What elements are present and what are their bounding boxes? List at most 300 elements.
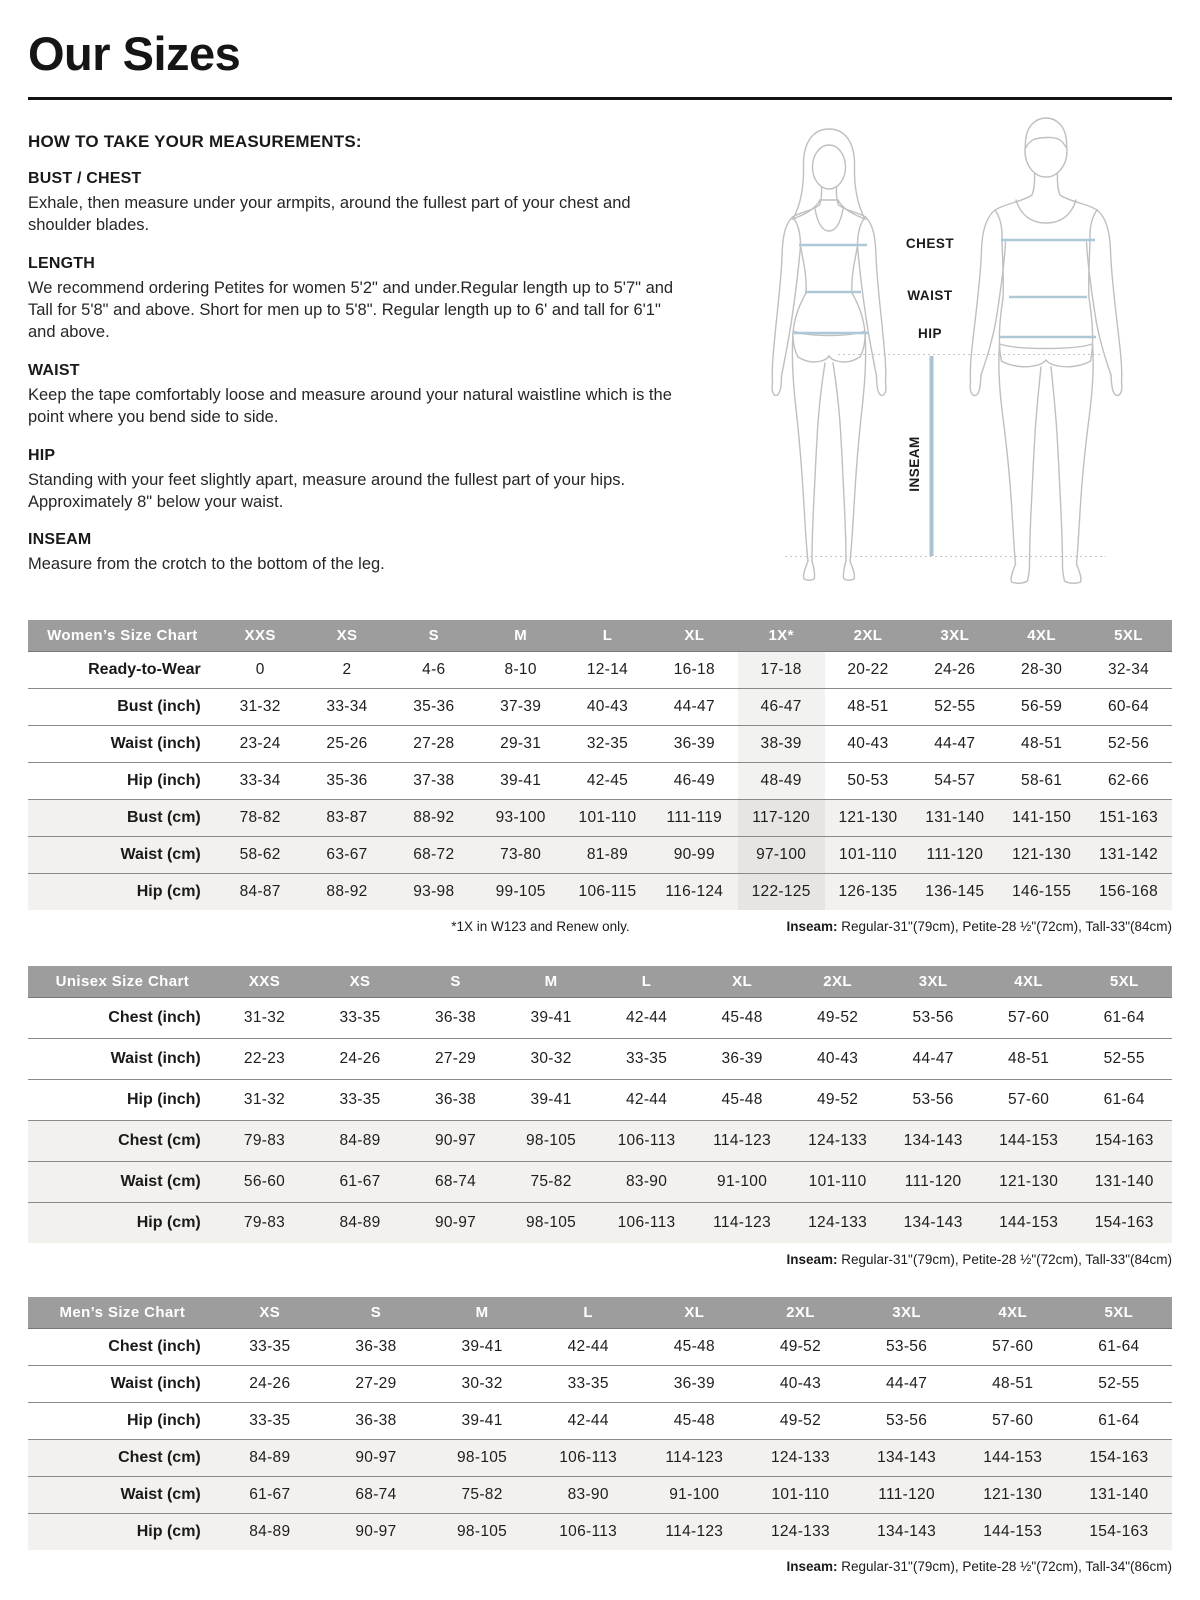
heading-hip: HIP: [28, 446, 56, 464]
hip-label: HIP: [917, 326, 943, 341]
row-label: Chest (inch): [108, 1338, 201, 1355]
row-label: Waist (cm): [120, 846, 201, 863]
size-cell: 144-153: [983, 1523, 1043, 1540]
table-title: Men’s Size Chart: [28, 1297, 217, 1329]
size-cell: 98-105: [526, 1214, 577, 1231]
table-row: [28, 998, 1172, 1039]
size-column-header: XL: [641, 1297, 747, 1329]
size-column-header: XL: [694, 966, 790, 998]
page-title: Our Sizes: [28, 27, 241, 80]
body-measurement-illustration: [728, 104, 1128, 584]
size-cell: 36-39: [673, 1375, 715, 1392]
size-cell: 79-83: [243, 1132, 286, 1149]
unisex-size-table: [28, 966, 1172, 1243]
size-column-header: L: [564, 620, 651, 652]
heading-inseam: INSEAM: [28, 531, 92, 549]
body-hip: Standing with your feet slightly apart, measure around the fullest part of your hips. Approximately 8" below your waist.: [28, 470, 626, 511]
size-cell: 53-56: [912, 1091, 954, 1108]
size-cell: 45-48: [673, 1412, 715, 1429]
mens-size-chart-section: [28, 1297, 1172, 1574]
size-cell: 31-32: [243, 1091, 286, 1108]
measurement-diagram: [728, 104, 1128, 584]
size-cell: 93-98: [413, 883, 455, 900]
size-cell: 57-60: [992, 1412, 1034, 1429]
size-cell: 79-83: [243, 1214, 286, 1231]
size-cell: 91-100: [669, 1486, 720, 1503]
size-cell: 40-43: [847, 735, 889, 752]
inseam-footnote-text: Regular-31"(79cm), Petite-28 ½"(72cm), Tall-33"(84cm): [837, 1252, 1172, 1267]
size-cell: 46-49: [673, 772, 715, 789]
size-cell: 56-60: [243, 1173, 286, 1190]
size-column-header: 4XL: [960, 1297, 1066, 1329]
size-column-header: 5XL: [1066, 1297, 1172, 1329]
table-row: [28, 837, 1172, 874]
row-label: Hip (inch): [126, 1412, 201, 1429]
table-row: [28, 1514, 1172, 1551]
size-column-header: XXS: [217, 620, 304, 652]
size-cell: 48-51: [1008, 1050, 1050, 1067]
size-cell: 134-143: [903, 1214, 963, 1231]
size-cell: 146-155: [1012, 883, 1072, 900]
size-cell: 28-30: [1021, 661, 1063, 678]
size-cell: 124-133: [770, 1523, 830, 1540]
row-label: Hip (inch): [126, 772, 201, 789]
table-header-row: [28, 620, 1172, 652]
table-row: [28, 1366, 1172, 1403]
size-column-header: M: [503, 966, 599, 998]
size-cell: 33-35: [249, 1412, 291, 1429]
size-cell: 52-55: [934, 698, 976, 715]
size-column-header: 1X*: [738, 620, 825, 652]
womens-1x-footnote: *1X in W123 and Renew only.: [451, 919, 630, 934]
size-cell: 98-105: [526, 1132, 577, 1149]
size-cell: 54-57: [934, 772, 976, 789]
size-cell: 99-105: [495, 883, 546, 900]
table-row: [28, 874, 1172, 911]
size-cell: 73-80: [500, 846, 542, 863]
size-cell: 116-124: [665, 883, 724, 900]
size-cell: 91-100: [717, 1173, 768, 1190]
size-cell: 2: [342, 661, 352, 678]
size-cell: 32-34: [1107, 661, 1150, 678]
size-cell: 17-18: [738, 652, 825, 689]
size-cell: 38-39: [738, 726, 825, 763]
size-cell: 45-48: [673, 1338, 715, 1355]
size-cell: 48-49: [738, 763, 825, 800]
womens-inseam-footnote: [786, 919, 1172, 934]
size-cell: 36-38: [355, 1338, 397, 1355]
size-cell: 75-82: [461, 1486, 503, 1503]
womens-footnotes: [28, 919, 1172, 934]
size-cell: 90-97: [434, 1214, 477, 1231]
size-cell: 27-28: [413, 735, 455, 752]
size-cell: 154-163: [1094, 1214, 1154, 1231]
heading-waist: WAIST: [28, 361, 80, 379]
size-cell: 134-143: [877, 1449, 937, 1466]
size-cell: 114-123: [665, 1449, 724, 1466]
inseam-footnote-text: Regular-31"(79cm), Petite-28 ½"(72cm), Tall-33"(84cm): [837, 919, 1172, 934]
size-cell: 98-105: [457, 1449, 508, 1466]
row-label: Waist (cm): [120, 1486, 201, 1503]
size-cell: 30-32: [461, 1375, 503, 1392]
instructions-and-diagram: [28, 130, 1172, 584]
size-cell: 33-35: [625, 1050, 668, 1067]
size-cell: 90-97: [434, 1132, 477, 1149]
size-column-header: S: [390, 620, 477, 652]
size-cell: 39-41: [530, 1009, 572, 1026]
size-cell: 39-41: [461, 1412, 503, 1429]
size-cell: 42-44: [625, 1091, 668, 1108]
row-label: Chest (cm): [118, 1449, 201, 1466]
size-cell: 33-35: [567, 1375, 609, 1392]
row-label: Chest (inch): [108, 1009, 201, 1026]
size-column-header: XL: [651, 620, 738, 652]
size-cell: 42-44: [567, 1412, 609, 1429]
size-cell: 101-110: [578, 809, 637, 826]
size-cell: 83-90: [625, 1173, 668, 1190]
size-cell: 42-45: [586, 772, 629, 789]
size-cell: 63-67: [326, 846, 368, 863]
size-cell: 111-120: [904, 1173, 962, 1190]
row-label: Ready-to-Wear: [88, 661, 201, 678]
size-cell: 36-39: [673, 735, 715, 752]
size-column-header: 3XL: [854, 1297, 960, 1329]
size-cell: 39-41: [530, 1091, 572, 1108]
row-label: Hip (cm): [136, 1214, 201, 1231]
size-column-header: 5XL: [1076, 966, 1172, 998]
size-cell: 4-6: [422, 661, 446, 678]
row-label: Waist (inch): [110, 735, 201, 752]
womens-size-table: [28, 620, 1172, 910]
size-cell: 111-120: [878, 1486, 935, 1503]
inseam-label: INSEAM: [907, 436, 922, 492]
table-row: [28, 1080, 1172, 1121]
size-cell: 114-123: [665, 1523, 724, 1540]
body-waist: Keep the tape comfortably loose and measure around your natural waistline which is the point where you bend side to side.: [28, 385, 672, 426]
size-cell: 75-82: [530, 1173, 572, 1190]
size-cell: 44-47: [934, 735, 976, 752]
size-cell: 58-61: [1021, 772, 1063, 789]
size-cell: 24-26: [339, 1050, 381, 1067]
size-cell: 45-48: [721, 1009, 763, 1026]
size-cell: 131-140: [1094, 1173, 1154, 1190]
size-cell: 27-29: [355, 1375, 397, 1392]
size-cell: 97-100: [738, 837, 825, 874]
size-cell: 36-38: [434, 1009, 477, 1026]
waist-label: WAIST: [907, 288, 953, 303]
size-cell: 61-64: [1098, 1338, 1140, 1355]
size-cell: 39-41: [500, 772, 542, 789]
size-column-header: XS: [312, 966, 408, 998]
body-inseam: Measure from the crotch to the bottom of the leg.: [28, 555, 385, 574]
size-column-header: XS: [217, 1297, 323, 1329]
size-cell: 44-47: [912, 1050, 954, 1067]
size-cell: 90-99: [673, 846, 715, 863]
size-cell: 124-133: [808, 1214, 868, 1231]
size-cell: 101-110: [771, 1486, 830, 1503]
size-cell: 61-64: [1098, 1412, 1140, 1429]
size-cell: 122-125: [738, 874, 825, 911]
size-column-header: S: [408, 966, 504, 998]
inseam-footnote-label: Inseam:: [786, 1559, 838, 1574]
size-cell: 124-133: [770, 1449, 830, 1466]
womens-size-chart-section: [28, 620, 1172, 934]
size-cell: 144-153: [999, 1132, 1059, 1149]
size-cell: 131-140: [925, 809, 985, 826]
size-cell: 68-72: [413, 846, 455, 863]
table-row: [28, 1121, 1172, 1162]
table-row: [28, 726, 1172, 763]
size-cell: 154-163: [1094, 1132, 1154, 1149]
size-cell: 144-153: [983, 1449, 1043, 1466]
table-row: [28, 1203, 1172, 1244]
size-cell: 46-47: [738, 689, 825, 726]
size-column-header: 2XL: [825, 620, 912, 652]
size-column-header: L: [535, 1297, 641, 1329]
body-bust-chest: Exhale, then measure under your armpits, around the fullest part of your chest and shoulder blades.: [28, 194, 631, 234]
chest-label: CHEST: [905, 236, 955, 251]
size-cell: 121-130: [1012, 846, 1072, 863]
size-cell: 131-142: [1099, 846, 1158, 863]
size-cell: 53-56: [885, 1338, 928, 1355]
size-cell: 50-53: [847, 772, 889, 789]
heading-bust-chest: BUST / CHEST: [28, 170, 142, 187]
size-cell: 134-143: [877, 1523, 937, 1540]
size-cell: 151-163: [1099, 809, 1158, 826]
size-cell: 121-130: [983, 1486, 1043, 1503]
size-cell: 84-89: [249, 1449, 291, 1466]
size-cell: 37-39: [500, 698, 542, 715]
size-cell: 45-48: [721, 1091, 763, 1108]
table-header-row: [28, 966, 1172, 998]
size-cell: 101-110: [808, 1173, 867, 1190]
size-column-header: L: [599, 966, 695, 998]
size-cell: 114-123: [713, 1214, 771, 1231]
size-cell: 60-64: [1107, 698, 1150, 715]
size-cell: 121-130: [838, 809, 898, 826]
unisex-inseam-footnote: [28, 1252, 1172, 1267]
size-cell: 156-168: [1099, 883, 1158, 900]
size-cell: 98-105: [457, 1523, 508, 1540]
size-column-header: 4XL: [981, 966, 1077, 998]
size-cell: 68-74: [434, 1173, 477, 1190]
size-cell: 84-89: [339, 1214, 381, 1231]
size-cell: 57-60: [1008, 1009, 1050, 1026]
table-row: [28, 689, 1172, 726]
size-cell: 124-133: [808, 1132, 868, 1149]
size-cell: 61-64: [1103, 1009, 1145, 1026]
size-cell: 141-150: [1012, 809, 1072, 826]
size-cell: 49-52: [779, 1412, 822, 1429]
row-label: Waist (inch): [110, 1375, 201, 1392]
size-cell: 83-87: [326, 809, 368, 826]
size-cell: 33-35: [249, 1338, 291, 1355]
size-cell: 106-113: [617, 1214, 676, 1231]
size-cell: 27-29: [434, 1050, 477, 1067]
size-cell: 36-38: [355, 1412, 397, 1429]
size-cell: 52-56: [1107, 735, 1150, 752]
row-label: Bust (inch): [117, 698, 201, 715]
table-row: [28, 1039, 1172, 1080]
size-cell: 37-38: [413, 772, 455, 789]
table-row: [28, 652, 1172, 689]
table-row: [28, 800, 1172, 837]
size-cell: 40-43: [817, 1050, 859, 1067]
size-cell: 53-56: [912, 1009, 954, 1026]
size-cell: 31-32: [239, 698, 281, 715]
size-cell: 106-113: [617, 1132, 676, 1149]
size-cell: 84-89: [249, 1523, 291, 1540]
size-column-header: M: [429, 1297, 535, 1329]
size-cell: 39-41: [461, 1338, 503, 1355]
table-header-row: [28, 1297, 1172, 1329]
size-cell: 0: [255, 661, 265, 678]
size-column-header: XXS: [217, 966, 313, 998]
size-cell: 33-34: [326, 698, 368, 715]
table-row: [28, 1403, 1172, 1440]
size-cell: 52-55: [1103, 1050, 1145, 1067]
size-cell: 131-140: [1089, 1486, 1149, 1503]
size-cell: 12-14: [586, 661, 629, 678]
size-cell: 33-35: [339, 1009, 381, 1026]
size-cell: 35-36: [326, 772, 368, 789]
table-title: Women’s Size Chart: [28, 620, 217, 652]
size-cell: 31-32: [243, 1009, 286, 1026]
size-cell: 48-51: [992, 1375, 1034, 1392]
size-column-header: 2XL: [790, 966, 886, 998]
size-cell: 22-23: [243, 1050, 286, 1067]
size-cell: 33-34: [239, 772, 281, 789]
size-cell: 48-51: [847, 698, 889, 715]
how-to-heading: HOW TO TAKE YOUR MEASUREMENTS:: [28, 132, 362, 151]
size-cell: 111-120: [926, 846, 984, 863]
size-cell: 81-89: [586, 846, 629, 863]
size-cell: 30-32: [530, 1050, 572, 1067]
size-cell: 101-110: [839, 846, 897, 863]
size-cell: 68-74: [355, 1486, 397, 1503]
row-label: Chest (cm): [118, 1132, 201, 1149]
size-cell: 44-47: [885, 1375, 928, 1392]
size-cell: 48-51: [1021, 735, 1063, 752]
size-cell: 20-22: [847, 661, 889, 678]
size-cell: 24-26: [934, 661, 976, 678]
size-cell: 49-52: [817, 1009, 859, 1026]
size-cell: 126-135: [838, 883, 898, 900]
title-divider: [28, 97, 1172, 100]
inseam-footnote-text: Regular-31"(79cm), Petite-28 ½"(72cm), Tall-34"(86cm): [837, 1559, 1172, 1574]
row-label: Hip (cm): [136, 883, 201, 900]
table-row: [28, 1329, 1172, 1366]
size-column-header: 4XL: [998, 620, 1085, 652]
size-cell: 90-97: [355, 1523, 397, 1540]
size-cell: 40-43: [779, 1375, 822, 1392]
man-figure: [970, 118, 1122, 583]
size-cell: 93-100: [495, 809, 546, 826]
size-cell: 117-120: [738, 800, 825, 837]
size-cell: 56-59: [1021, 698, 1063, 715]
size-cell: 78-82: [239, 809, 281, 826]
size-cell: 61-67: [339, 1173, 381, 1190]
mens-size-table: [28, 1297, 1172, 1550]
size-cell: 88-92: [413, 809, 455, 826]
table-row: [28, 1162, 1172, 1203]
size-cell: 49-52: [817, 1091, 859, 1108]
size-column-header: M: [477, 620, 564, 652]
size-cell: 84-87: [239, 883, 281, 900]
size-cell: 144-153: [999, 1214, 1059, 1231]
size-column-header: 5XL: [1085, 620, 1172, 652]
size-cell: 36-38: [434, 1091, 477, 1108]
size-cell: 25-26: [326, 735, 368, 752]
size-cell: 49-52: [779, 1338, 822, 1355]
size-column-header: S: [323, 1297, 429, 1329]
size-cell: 44-47: [673, 698, 715, 715]
size-cell: 88-92: [326, 883, 368, 900]
size-cell: 58-62: [239, 846, 281, 863]
size-cell: 32-35: [586, 735, 629, 752]
size-cell: 53-56: [885, 1412, 928, 1429]
row-label: Waist (inch): [110, 1050, 201, 1067]
size-column-header: 3XL: [885, 966, 981, 998]
size-cell: 42-44: [625, 1009, 668, 1026]
size-cell: 114-123: [713, 1132, 771, 1149]
size-cell: 61-67: [249, 1486, 291, 1503]
size-cell: 62-66: [1107, 772, 1150, 789]
mens-inseam-footnote: [28, 1559, 1172, 1574]
size-cell: 40-43: [586, 698, 629, 715]
size-cell: 90-97: [355, 1449, 397, 1466]
size-cell: 83-90: [567, 1486, 609, 1503]
size-cell: 57-60: [1008, 1091, 1050, 1108]
size-cell: 136-145: [925, 883, 985, 900]
table-row: [28, 1440, 1172, 1477]
size-cell: 57-60: [992, 1338, 1034, 1355]
size-cell: 106-115: [578, 883, 637, 900]
size-cell: 33-35: [339, 1091, 381, 1108]
row-label: Bust (cm): [126, 809, 201, 826]
size-cell: 84-89: [339, 1132, 381, 1149]
size-column-header: XS: [304, 620, 391, 652]
size-cell: 134-143: [903, 1132, 963, 1149]
unisex-size-chart-section: [28, 966, 1172, 1267]
size-cell: 61-64: [1103, 1091, 1145, 1108]
size-cell: 23-24: [239, 735, 281, 752]
size-cell: 106-113: [559, 1449, 618, 1466]
size-cell: 35-36: [413, 698, 455, 715]
table-row: [28, 1477, 1172, 1514]
heading-length: LENGTH: [28, 254, 95, 272]
size-cell: 111-119: [666, 809, 723, 826]
size-cell: 52-55: [1098, 1375, 1140, 1392]
size-cell: 24-26: [249, 1375, 291, 1392]
size-cell: 121-130: [999, 1173, 1059, 1190]
table-row: [28, 763, 1172, 800]
size-cell: 154-163: [1089, 1523, 1149, 1540]
size-column-header: 3XL: [911, 620, 998, 652]
row-label: Hip (inch): [126, 1091, 201, 1108]
size-cell: 16-18: [673, 661, 715, 678]
size-cell: 154-163: [1089, 1449, 1149, 1466]
size-cell: 106-113: [559, 1523, 618, 1540]
size-cell: 29-31: [500, 735, 542, 752]
size-cell: 8-10: [504, 661, 537, 678]
inseam-footnote-label: Inseam:: [786, 1252, 838, 1267]
size-cell: 36-39: [721, 1050, 763, 1067]
body-length: We recommend ordering Petites for women 5'2" and under.Regular length up to 5'7" and Tall for 5'8" and above. Short for men up to 5'8". Regular length up to 6' and tall for 6'1" and above.: [28, 278, 674, 341]
row-label: Waist (cm): [120, 1173, 201, 1190]
measurement-instructions: [28, 130, 728, 576]
row-label: Hip (cm): [136, 1523, 201, 1540]
